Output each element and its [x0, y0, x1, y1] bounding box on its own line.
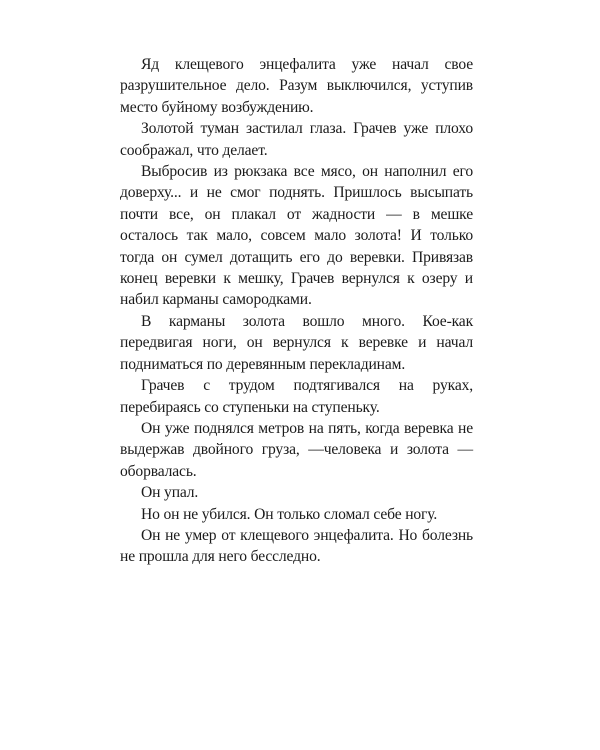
paragraph-9: Он не умер от клещевого энцефалита. Но болезнь не прошла для него бесследно. — [120, 526, 473, 566]
paragraph-7: Он упал. — [141, 484, 199, 502]
paragraph-8: Но он не убился. Он только сломал себе ногу. — [141, 505, 438, 523]
paragraph-6: Он уже поднялся метров на пять, когда веревка не выдержав двойного груза, —человека и золота — оборвалась. — [120, 419, 473, 480]
page-text — [120, 54, 473, 568]
paragraph-2: Золотой туман застилал глаза. Грачев уже плохо соображал, что делает. — [120, 120, 473, 159]
paragraph-5: Грачев с трудом подтягивался на руках, перебираясь со ступеньки на ступеньку. — [120, 377, 473, 416]
paragraph-3: Выбросив из рюкзака все мясо, он наполнил его доверху... и не смог поднять. Пришлось высыпать почти все, он плакал от жадности — в мешке осталось так мало, совсем мало золота! И только тогда он сумел дотащить его до веревки. Привязав конец веревки к мешку, Грачев вернулся к озеру и набил карманы самородками. — [120, 163, 473, 309]
paragraph-1: Яд клещевого энцефалита уже начал свое разрушительное дело. Разум выключился, уступив место буйному возбуждению. — [120, 56, 473, 116]
paragraph-4: В карманы золота вошло много. Кое-как передвигая ноги, он вернулся к веревке и начал подниматься по деревянным перекладинам. — [120, 312, 473, 373]
